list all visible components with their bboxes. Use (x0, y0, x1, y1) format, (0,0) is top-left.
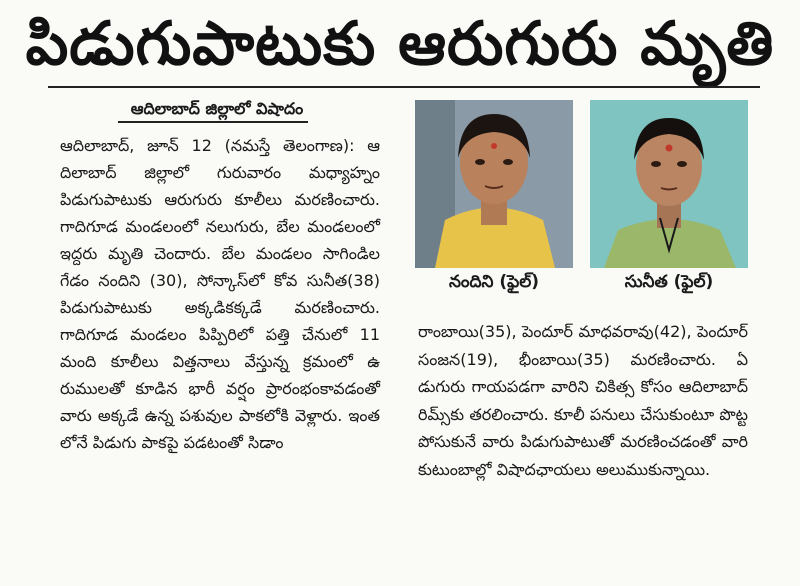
article-body-right-column: రాంబాయి(35), పెందూర్ మాధవరావు(42), పెందూర్ సంజన(19), భీంబాయి(35) మరణించారు. ఏడుగురు గాయపడగా వారిని చికిత్స కోసం ఆదిలాబాద్ రిమ్స్‌కు తరలించారు. కూలీ పనులు చేసుకుంటూ పొట్టపోసుకునే వారు పిడుగుపాటుతో మరణించడంతో వారి కుటుంబాల్లో విషాదఛాయలు అలుముకున్నాయి. (418, 322, 748, 479)
photo-nandini (415, 100, 573, 268)
headline-rule (48, 86, 760, 88)
headline: పిడుగుపాటుకు ఆరుగురు మృతి (25, 9, 775, 79)
photo-caption-nandini: నందిని (ఫైల్) (448, 272, 540, 292)
photo-sunitha (590, 100, 748, 268)
subheading: ఆదిలాబాద్ జిల్లాలో విషాదం (130, 99, 304, 118)
article-body-left-column: ఆదిలాబాద్, జూన్ 12 (నమస్తే తెలంగాణ): ఆదిలాబాద్ జిల్లాలో గురువారం మధ్యాహ్నం పిడుగుపాటుకు ఆరుగురు కూలీలు మరణించారు. గాదిగూడ మండలంలో నలుగురు, బేల మండలంలో ఇద్దరు మృతి చెందారు. బేల మండలం సాగిండిల గేడం నందిని (30), సోన్కాస్‌లో కోవ సునీత(38) పిడుగుపాటుకు అక్కడికక్కడే మరణించారు. గాదిగూడ మండలం పిప్పిరిలో పత్తి చేనులో 11 మంది కూలీలు విత్తనాలు వేస్తున్న క్రమంలో ఉరుములతో కూడిన భారీ వర్షం ప్రారంభంకావడంతో వారు అక్కడే ఉన్న పశువుల పాకలోకి వెళ్లారు. ఇంతలోనే పిడుగు పాకపై పడటంతో సిడాం (60, 136, 380, 452)
portrait-image-1 (415, 100, 573, 268)
portrait-image-2 (590, 100, 748, 268)
subheading-underline (118, 121, 308, 123)
photo-caption-sunitha: సునీత (ఫైల్) (624, 272, 714, 292)
